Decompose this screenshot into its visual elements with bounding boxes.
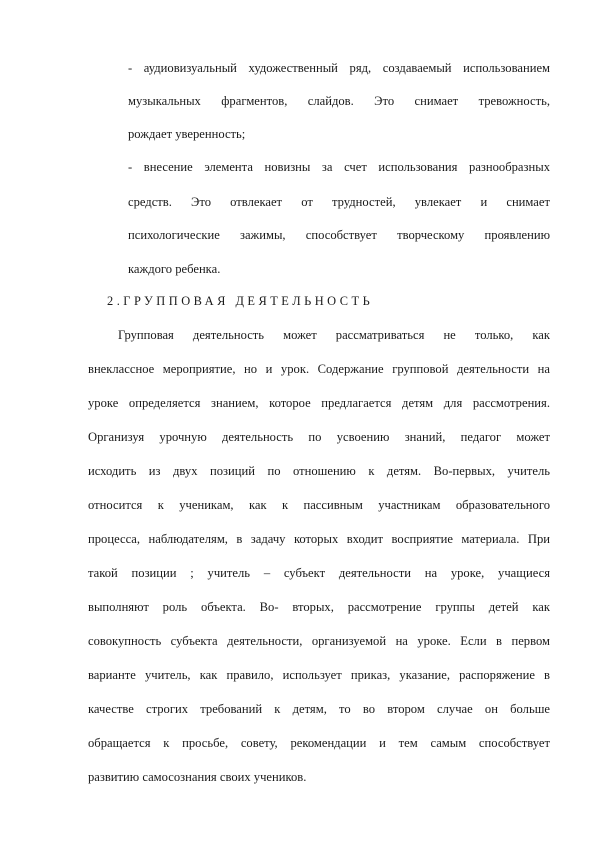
paragraph-line-10: совокупность субъекта деятельности, организуемой на уроке. Если в первом (88, 634, 550, 648)
bullet-1-line-1: - аудиовизуальный художественный ряд, создаваемый использованием (128, 61, 550, 75)
bullet-2-line-3: психологические зажимы, способствует творческому проявлению (128, 228, 550, 242)
paragraph-line-14: развитию самосознания своих учеников. (88, 770, 307, 784)
bullet-2-line-1: - внесение элемента новизны за счет использования разнообразных (128, 160, 550, 174)
bullet-1-line-2: музыкальных фрагментов, слайдов. Это снимает тревожность, (128, 94, 550, 108)
bullet-1-line-3: рождает уверенность; (128, 127, 246, 141)
paragraph-line-4: Организуя урочную деятельность по усвоению знаний, педагог может (88, 430, 550, 444)
paragraph-line-9: выполняют роль объекта. Во- вторых, рассмотрение группы детей как (88, 600, 550, 614)
paragraph-line-1: Групповая деятельность может рассматриваться не только, как (118, 328, 550, 342)
section-heading: 2.ГРУППОВАЯ ДЕЯТЕЛЬНОСТЬ (107, 294, 374, 308)
paragraph-line-11: варианте учитель, как правило, использует приказ, указание, распоряжение в (88, 668, 550, 682)
paragraph-line-12: качестве строгих требований к детям, то во втором случае он больше (88, 702, 550, 716)
paragraph-line-2: внеклассное мероприятие, но и урок. Содержание групповой деятельности на (88, 362, 550, 376)
paragraph-line-8: такой позиции ; учитель – субъект деятельности на уроке, учащиеся (88, 566, 550, 580)
bullet-2-line-2: средств. Это отвлекает от трудностей, увлекает и снимает (128, 195, 550, 209)
paragraph-line-13: обращается к просьбе, совету, рекомендации и тем самым способствует (88, 736, 550, 750)
paragraph-line-3: уроке определяется знанием, которое предлагается детям для рассмотрения. (88, 396, 550, 410)
bullet-2-line-4: каждого ребенка. (128, 262, 221, 276)
paragraph-line-6: относится к ученикам, как к пассивным участникам образовательного (88, 498, 550, 512)
paragraph-line-7: процесса, наблюдателям, в задачу которых входит восприятие материала. При (88, 532, 550, 546)
paragraph-line-5: исходить из двух позиций по отношению к детям. Во-первых, учитель (88, 464, 550, 478)
